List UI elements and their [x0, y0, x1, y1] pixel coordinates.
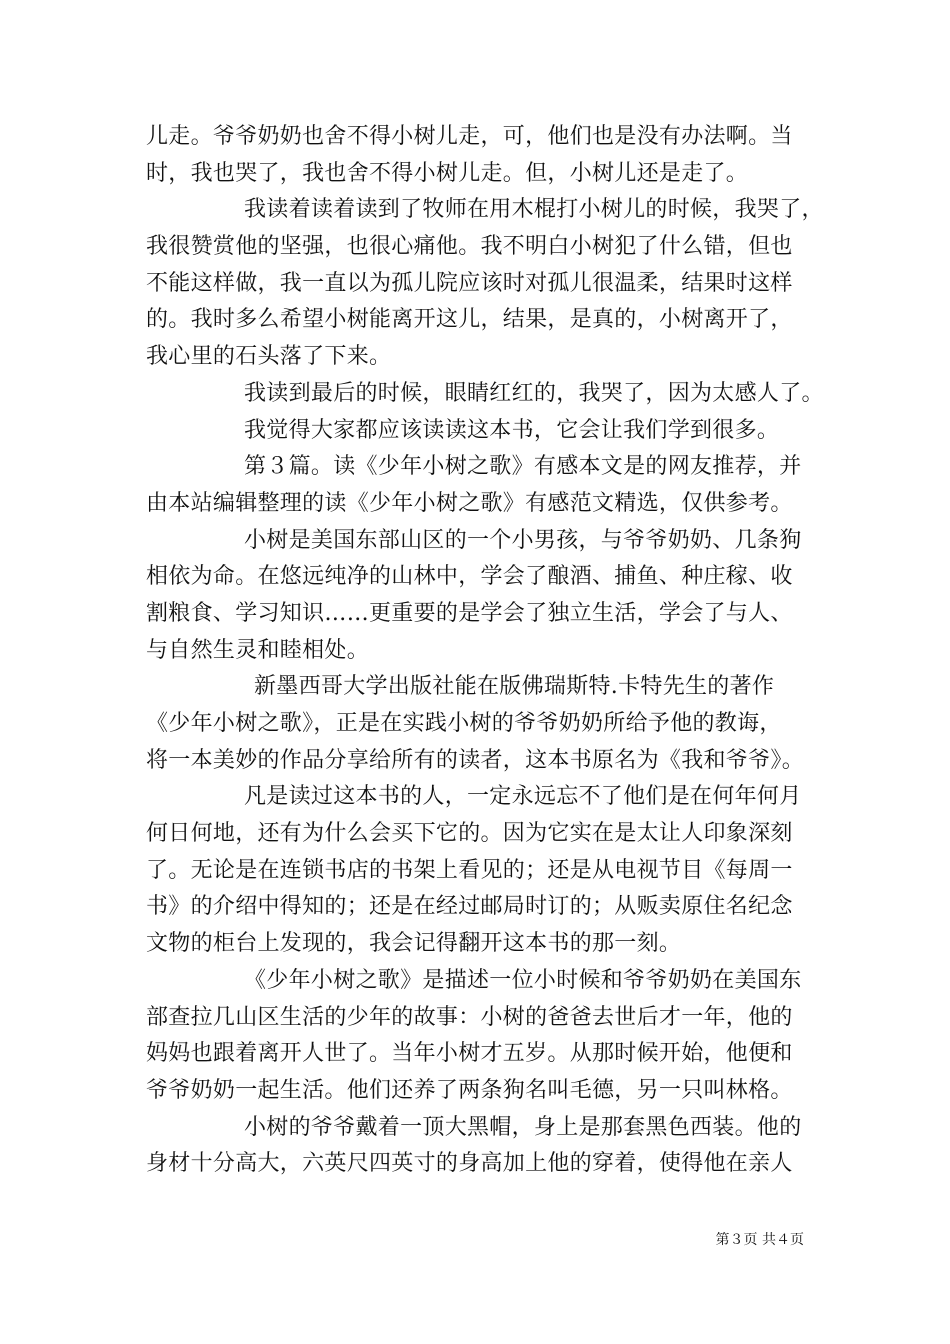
text-line: 我读着读着读到了牧师在用木棍打小树儿的时候，我哭了， [244, 197, 824, 223]
body-text [146, 119, 824, 1183]
text-line: 我读到最后的时候，眼睛红红的，我哭了，因为太感人了。 [244, 380, 824, 406]
text-line: 小树是美国东部山区的一个小男孩，与爷爷奶奶、几条狗 [244, 527, 802, 553]
text-line: 部查拉几山区生活的少年的故事：小树的爸爸去世后才一年，他的 [146, 1004, 793, 1030]
text-line: 爷爷奶奶一起生活。他们还养了两条狗名叫毛德，另一只叫林格。 [146, 1077, 793, 1103]
text-line: 妈妈也跟着离开人世了。当年小树才五岁。从那时候开始，他便和 [146, 1041, 793, 1067]
text-line: 的。我时多么希望小树能离开这儿，结果，是真的，小树离开了， [146, 307, 793, 333]
text-line: 割粮食、学习知识……更重要的是学会了独立生活，学会了与人、 [146, 600, 793, 626]
text-line: 新墨西哥大学出版社能在版佛瑞斯特.卡特先生的著作 [254, 674, 775, 700]
text-line: 与自然生灵和睦相处。 [146, 637, 370, 663]
text-line: 身材十分高大，六英尺四英寸的身高加上他的穿着，使得他在亲人 [146, 1151, 793, 1177]
text-line: 时，我也哭了，我也舍不得小树儿走。但，小树儿还是走了。 [146, 160, 749, 186]
text-line: 相依为命。在悠远纯净的山林中，学会了酿酒、捕鱼、种庄稼、收 [146, 564, 793, 590]
page-footer: 第３页 共４页 [715, 1232, 804, 1248]
text-line: 《少年小树之歌》，正是在实践小树的爷爷奶奶所给予他的教诲， [146, 711, 782, 736]
text-line: 将一本美妙的作品分享给所有的读者，这本书原名为《我和爷爷》。 [146, 747, 805, 773]
text-line: 第３篇。读《少年小树之歌》有感本文是的网友推荐，并 [244, 454, 802, 480]
text-line: 了。无论是在连锁书店的书架上看见的；还是从电视节目《每周一 [146, 857, 793, 883]
text-line: 小树的爷爷戴着一顶大黑帽，身上是那套黑色西装。他的 [244, 1114, 802, 1140]
text-line: 书》的介绍中得知的；还是在经过邮局时订的；从贩卖原住名纪念 [146, 894, 793, 920]
text-line: 不能这样做，我一直以为孤儿院应该时对孤儿很温柔，结果时这样 [146, 270, 793, 296]
text-line: 何日何地，还有为什么会买下它的。因为它实在是太让人印象深刻 [146, 821, 793, 847]
text-line: 由本站编辑整理的读《少年小树之歌》有感范文精选，仅供参考。 [146, 490, 793, 516]
text-line: 我觉得大家都应该读读这本书，它会让我们学到很多。 [244, 417, 780, 443]
text-line: 文物的柜台上发现的，我会记得翻开这本书的那一刻。 [146, 931, 682, 957]
text-line: 《少年小树之歌》是描述一位小时候和爷爷奶奶在美国东 [244, 967, 802, 993]
text-line: 我很赞赏他的坚强，也很心痛他。我不明白小树犯了什么错，但也 [146, 234, 793, 260]
text-line: 我心里的石头落了下来。 [146, 344, 392, 370]
text-line: 儿走。爷爷奶奶也舍不得小树儿走，可，他们也是没有办法啊。当 [146, 124, 793, 149]
text-line: 凡是读过这本书的人，一定永远忘不了他们是在何年何月 [244, 784, 802, 810]
